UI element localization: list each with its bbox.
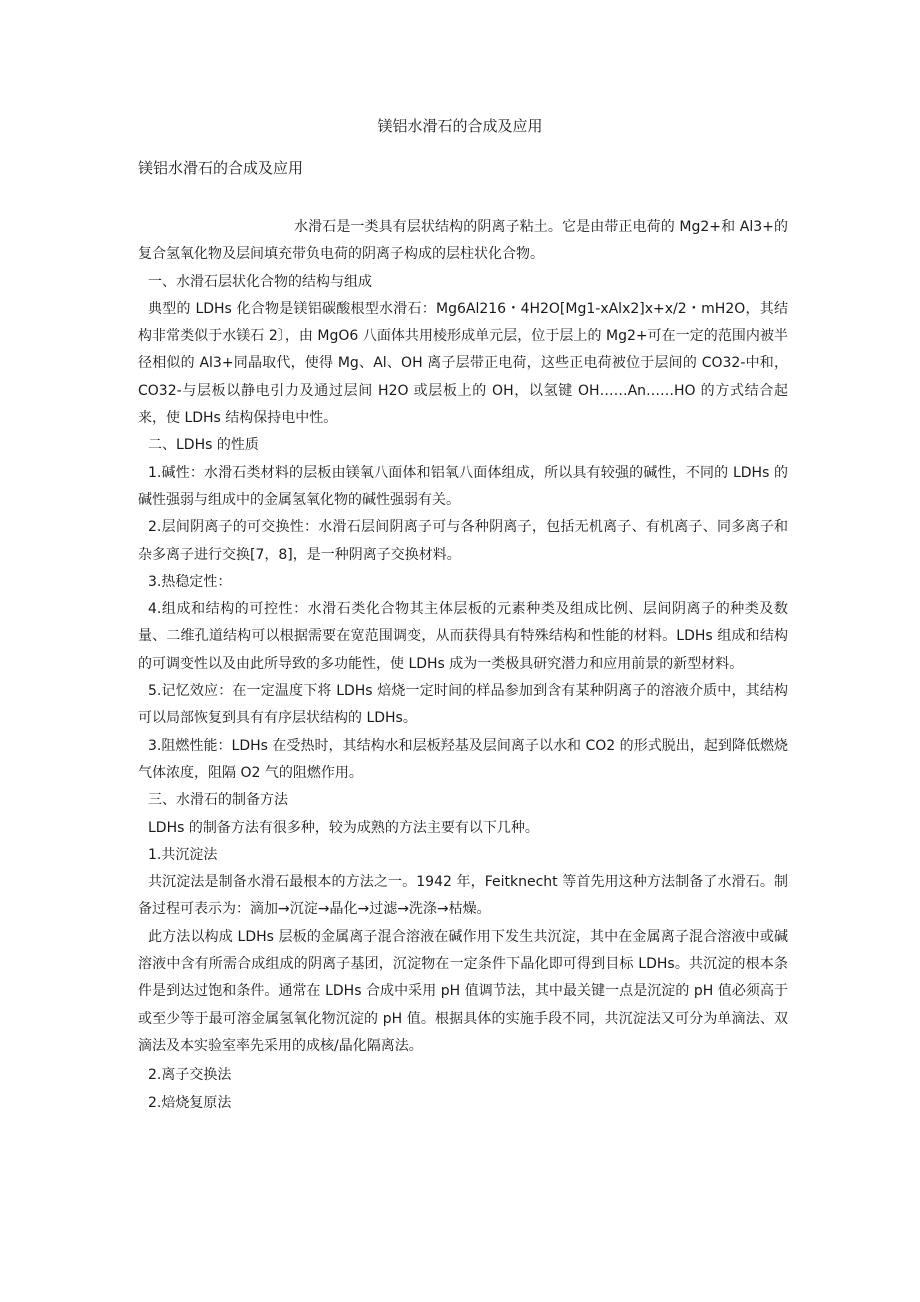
paragraph-memory-effect: 5.记忆效应：在一定温度下将 LDHs 焙烧一定时间的样品参加到含有某种阴离子的溶液介质中，其结构可以局部恢复到具有有序层状结构的 LDHs。 — [138, 683, 788, 727]
paragraph-alkalinity: 1.碱性：水滑石类材料的层板由镁氧八面体和铝氧八面体组成，所以具有较强的碱性，不同的 LDHs 的碱性强弱与组成中的金属氢氧化物的碱性强弱有关。 — [138, 464, 788, 508]
heading-ion-exchange: 2.离子交换法 — [148, 1067, 232, 1084]
paragraph-coprecipitation-detail: 此方法以构成 LDHs 层板的金属离子混合溶液在碱作用下发生共沉淀，其中在金属离子混合溶液中或碱溶液中含有所需合成组成的阴离子基团，沉淀物在一定条件下晶化即可得到目标 LDHs。共沉淀的根本条件是到达过饱和条件。通常在 LDHs 合成中采用 pH 值调节法，其中最关键一点是沉淀的 pH 值必须高于或至少等于最可溶金属氢氧化物沉淀的 pH 值。根据具体的实施手段不同，共沉淀法又可分为单滴法、双滴法及本实验室率先采用的成核/晶化隔离法。 — [138, 928, 788, 1054]
section-heading-structure: 一、水滑石层状化合物的结构与组成 — [148, 273, 372, 290]
paragraph-flame-retardant: 3.阻燃性能：LDHs 在受热时，其结构水和层板羟基及层间离子以水和 CO2 的形式脱出，起到降低燃烧气体浓度，阻隔 O2 气的阻燃作用。 — [138, 737, 788, 781]
section-heading-properties: 二、LDHs 的性质 — [148, 437, 259, 454]
intro-paragraph: 水滑石是一类具有层状结构的阴离子粘土。它是由带正电荷的 Mg2+和 Al3+的复合氢氧化物及层间填充带负电荷的阴离子构成的层柱状化合物。 — [138, 219, 788, 263]
heading-calcination-reconstruction: 2.焙烧复原法 — [148, 1094, 232, 1111]
heading-coprecipitation: 1.共沉淀法 — [148, 846, 218, 863]
paragraph-methods-intro: LDHs 的制备方法有很多种，较为成熟的方法主要有以下几种。 — [148, 819, 539, 836]
document-title: 镁铝水滑石的合成及应用 — [377, 117, 543, 135]
paragraph-coprecipitation-history: 共沉淀法是制备水滑石最根本的方法之一。1942 年，Feitknecht 等首先用这种方法制备了水滑石。制备过程可表示为：滴加→沉淀→晶化→过滤→洗涤→枯燥。 — [138, 874, 788, 918]
document-subtitle: 镁铝水滑石的合成及应用 — [138, 159, 304, 177]
paragraph-controllability: 4.组成和结构的可控性：水滑石类化合物其主体层板的元素种类及组成比例、层间阴离子的种类及数量、二维孔道结构可以根据需要在宽范围调变，从而获得具有特殊结构和性能的材料。LDHs 组成和结构的可调变性以及由此所导致的多功能性，使 LDHs 成为一类极具研究潜力和应用前景的新型材料。 — [138, 601, 788, 672]
section-heading-preparation: 三、水滑石的制备方法 — [148, 792, 288, 809]
paragraph-thermal-stability: 3.热稳定性： — [148, 573, 232, 590]
paragraph-structure: 典型的 LDHs 化合物是镁铝碳酸根型水滑石：Mg6Al216・4H2O[Mg1-xAlx2]x+x/2・mH2O，其结构非常类似于水镁石 2〕，由 MgO6 八面体共用棱形成单元层，位于层上的 Mg2+可在一定的范围内被半径相似的 Al3+同晶取代，使得 Mg、Al、OH 离子层带正电荷，这些正电荷被位于层间的 CO32-中和，CO32-与层板以静电引力及通过层间 H2O 或层板上的 OH，以氢键 OH……An……HO 的方式结合起来，使 LDHs 结构保持电中性。 — [138, 300, 788, 427]
document-body — [138, 214, 788, 1117]
paragraph-exchangeability: 2.层间阴离子的可交换性：水滑石层间阴离子可与各种阴离子，包括无机离子、有机离子、同多离子和杂多离子进行交换[7，8]，是一种阴离子交换材料。 — [138, 519, 788, 563]
